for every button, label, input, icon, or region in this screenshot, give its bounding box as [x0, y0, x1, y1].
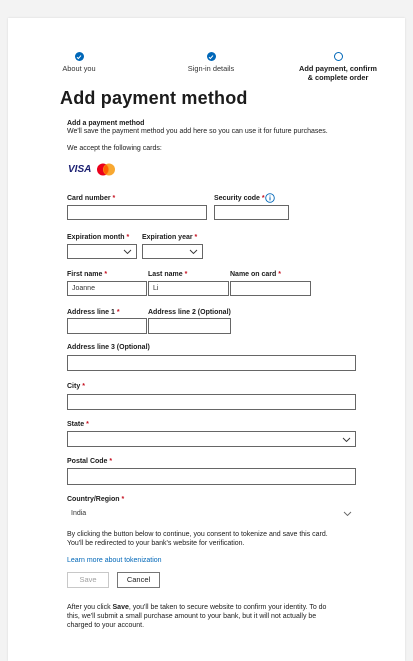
page-title: Add payment method	[60, 88, 248, 108]
state-label: State *	[67, 421, 89, 428]
expiration-year-select[interactable]	[142, 244, 203, 259]
country-label: Country/Region *	[67, 496, 125, 503]
country-select[interactable]	[67, 506, 356, 521]
circle-icon	[334, 52, 343, 61]
address-line-2-input[interactable]	[148, 318, 231, 334]
city-input[interactable]	[67, 394, 356, 410]
chevron-down-icon	[342, 435, 351, 444]
country-value: India	[71, 510, 87, 517]
expiration-month-label: Expiration month *	[67, 234, 130, 241]
chevron-down-icon	[189, 247, 198, 256]
address-line-3-label: Address line 3 (Optional)	[67, 344, 150, 351]
step-about-you	[54, 52, 104, 73]
cancel-button[interactable]: Cancel	[117, 572, 160, 588]
expiration-year-label: Expiration year *	[142, 234, 198, 241]
section-heading: Add a payment method	[67, 120, 145, 127]
address-line-1-input[interactable]	[67, 318, 147, 334]
chevron-down-icon	[123, 247, 132, 256]
accept-text: We accept the following cards:	[67, 145, 162, 152]
learn-more-link[interactable]: Learn more about tokenization	[67, 557, 162, 564]
address-line-3-input[interactable]	[67, 355, 356, 371]
step-label: Add payment, confirm & complete order	[298, 64, 378, 82]
consent-text-line-1: By clicking the button below to continue, you consent to tokenize and save this card.	[67, 531, 328, 538]
first-name-input[interactable]: Joanne	[67, 281, 147, 296]
card-number-input[interactable]	[67, 205, 207, 220]
postal-code-input[interactable]	[67, 468, 356, 485]
mastercard-logo	[96, 163, 116, 176]
step-label: About you	[62, 64, 96, 73]
name-on-card-input[interactable]	[230, 281, 311, 296]
name-on-card-label: Name on card *	[230, 271, 281, 278]
footer-text-line-3: charged to your account.	[67, 622, 145, 629]
card-number-label: Card number *	[67, 195, 116, 202]
consent-text-line-2: You'll be redirected to your bank's website for verification.	[67, 540, 245, 547]
info-icon[interactable]	[265, 193, 275, 203]
footer-text-line-2: this, we'll submit a small purchase amount to your bank, but it will not actually be	[67, 613, 317, 620]
first-name-label: First name *	[67, 271, 108, 278]
step-add-payment	[298, 52, 378, 82]
save-button[interactable]: Save	[67, 572, 109, 588]
last-name-input[interactable]: Li	[148, 281, 229, 296]
security-code-input[interactable]	[214, 205, 289, 220]
chevron-down-icon	[343, 509, 352, 518]
check-icon	[75, 52, 84, 61]
visa-logo: VISA	[68, 164, 92, 175]
state-select[interactable]	[67, 431, 356, 447]
description: We'll save the payment method you add here so you can use it for future purchases.	[67, 128, 328, 135]
address-line-2-label: Address line 2 (Optional)	[148, 309, 231, 316]
step-sign-in-details	[175, 52, 247, 73]
footer-text-line-1: After you click Save, you'll be taken to secure website to confirm your identity. To do	[67, 604, 327, 611]
city-label: City *	[67, 383, 85, 390]
step-label: Sign-in details	[187, 64, 235, 73]
postal-code-label: Postal Code *	[67, 458, 113, 465]
security-code-label: Security code *	[214, 195, 265, 202]
address-line-1-label: Address line 1 *	[67, 309, 120, 316]
check-icon	[207, 52, 216, 61]
last-name-label: Last name *	[148, 271, 188, 278]
expiration-month-select[interactable]	[67, 244, 137, 259]
